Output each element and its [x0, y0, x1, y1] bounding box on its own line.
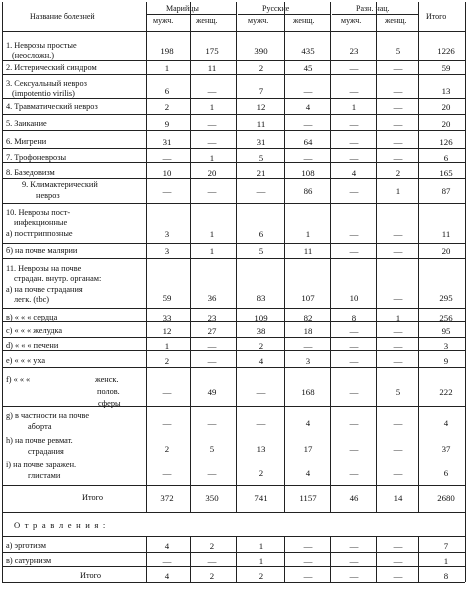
table-column-rule	[146, 536, 147, 582]
row-cell: 256	[439, 313, 453, 323]
header-group-russian: Русские	[262, 4, 290, 13]
table-column-rule	[330, 2, 331, 512]
table-rule	[2, 98, 465, 99]
table-rule	[2, 31, 465, 32]
row-label: страдан. внутр. органам:	[14, 274, 102, 283]
table-rule	[146, 14, 236, 15]
row-cell: 4	[305, 468, 311, 478]
row-cell: 12	[256, 102, 266, 112]
row-label: 5. Заикание	[6, 119, 47, 128]
row-cell: —	[162, 468, 172, 478]
row-cell: 3	[164, 246, 170, 256]
row-cell: —	[393, 63, 403, 73]
row-label: а) на почве страдания	[6, 285, 83, 294]
row-cell: 2	[164, 444, 170, 454]
row-label: 10. Неврозы пост-	[6, 208, 71, 217]
row-cell: —	[303, 86, 313, 96]
row-cell: 13	[256, 444, 266, 454]
header-group-other: Разн. нац.	[356, 4, 390, 13]
table-rule	[2, 74, 465, 75]
table-column-rule	[2, 2, 3, 512]
row-label: 2. Истерический синдром	[6, 63, 97, 72]
row-cell: —	[207, 418, 217, 428]
row-cell: —	[256, 186, 266, 196]
row-cell: 17	[303, 444, 313, 454]
row-label: 7. Трофоневрозы	[6, 153, 67, 162]
row-cell: 5	[258, 153, 264, 163]
row-cell: 11	[256, 119, 266, 129]
table-column-rule	[2, 536, 3, 582]
row-cell: 8	[351, 313, 357, 323]
row-label: легк. (tbc)	[14, 295, 50, 304]
row-cell: 4	[258, 356, 264, 366]
header-female-2: женщ.	[293, 16, 315, 25]
row-cell: —	[349, 63, 359, 73]
row2-cell: 4	[164, 541, 170, 551]
table-column-rule	[465, 2, 466, 512]
row-cell: 372	[160, 493, 174, 503]
row-cell: —	[393, 444, 403, 454]
row-label: невроз	[36, 191, 60, 200]
row2-cell: 2	[209, 541, 215, 551]
row-cell: —	[207, 468, 217, 478]
table-rule	[2, 60, 465, 61]
row-cell: 20	[441, 119, 451, 129]
row2-cell: 1	[258, 541, 264, 551]
table-rule	[2, 178, 465, 179]
row-cell: 4	[443, 418, 449, 428]
table-column-rule	[418, 2, 419, 512]
row-cell: —	[256, 418, 266, 428]
row-cell: —	[393, 102, 403, 112]
table-rule	[2, 406, 465, 407]
row-cell: 31	[162, 137, 172, 147]
header-disease: Название болезней	[30, 12, 95, 21]
row-cell: 5	[395, 46, 401, 56]
row-cell: —	[349, 186, 359, 196]
row-label: (неосложн.)	[12, 51, 55, 60]
row-label: глистами	[28, 471, 61, 480]
row-cell: 295	[439, 293, 453, 303]
header-male-3: мужч.	[341, 16, 362, 25]
row-cell: 27	[207, 326, 217, 336]
row-cell: 1	[351, 102, 357, 112]
table-column-rule	[376, 536, 377, 582]
row-label: инфекционные	[14, 218, 68, 227]
row-cell: 87	[441, 186, 451, 196]
row2-cell: —	[393, 541, 403, 551]
row-cell: 82	[303, 313, 313, 323]
row-cell: —	[162, 186, 172, 196]
row-label: Итого	[82, 493, 104, 502]
row-cell: 1	[209, 102, 215, 112]
row-cell: —	[207, 356, 217, 366]
table-column-rule	[284, 2, 285, 512]
row-cell: 59	[162, 293, 172, 303]
row-cell: —	[349, 119, 359, 129]
table-column-rule	[2, 512, 3, 536]
row-cell: 6	[443, 468, 449, 478]
row2-cell: —	[349, 571, 359, 581]
table-rule	[2, 367, 465, 368]
row-label: полов.	[97, 387, 120, 396]
row-cell: 2	[258, 341, 264, 351]
row-cell: 59	[441, 63, 451, 73]
row2-cell: —	[393, 556, 403, 566]
row-cell: 4	[305, 418, 311, 428]
row-cell: 1	[305, 229, 311, 239]
row-label: (impotentio virilis)	[12, 89, 75, 98]
row-label: g) в частности на почве	[6, 411, 90, 420]
row2-cell: 7	[443, 541, 449, 551]
row-cell: 21	[256, 168, 266, 178]
row-cell: 2	[164, 356, 170, 366]
row-cell: 6	[258, 229, 264, 239]
row-cell: 31	[256, 137, 266, 147]
row-cell: 33	[162, 313, 172, 323]
table-column-rule	[284, 536, 285, 582]
row-cell: 49	[207, 387, 217, 397]
row-cell: 5	[209, 444, 215, 454]
row-cell: 165	[439, 168, 453, 178]
table-column-rule	[465, 536, 466, 582]
row-cell: 2	[395, 168, 401, 178]
row-cell: 198	[160, 46, 174, 56]
row-cell: 3	[164, 229, 170, 239]
row-cell: —	[162, 153, 172, 163]
row-cell: —	[349, 356, 359, 366]
row2-cell: —	[303, 571, 313, 581]
row-cell: 3	[305, 356, 311, 366]
row-cell: 14	[393, 493, 403, 503]
table-column-rule	[418, 536, 419, 582]
section-title-poisoning: О т р а в л е н и я :	[14, 520, 107, 530]
table-rule	[2, 337, 465, 338]
table-rule	[2, 566, 465, 567]
header-male-2: мужч.	[248, 16, 269, 25]
row-cell: 222	[439, 387, 453, 397]
row-cell: 1157	[299, 493, 317, 503]
row-label: 11. Неврозы на почве	[6, 264, 82, 273]
row-cell: 1	[164, 63, 170, 73]
row-cell: —	[393, 468, 403, 478]
row-cell: 126	[439, 137, 453, 147]
row-cell: 9	[443, 356, 449, 366]
row-cell: —	[393, 418, 403, 428]
row-cell: 4	[351, 168, 357, 178]
row-cell: 45	[303, 63, 313, 73]
row2-cell: —	[303, 556, 313, 566]
table-rule	[2, 485, 465, 486]
row2-label: Итого	[80, 571, 102, 580]
table-rule	[2, 258, 465, 259]
table-column-rule	[146, 2, 147, 512]
row-cell: 5	[258, 246, 264, 256]
row-cell: —	[393, 119, 403, 129]
table-rule	[2, 243, 465, 244]
row-cell: —	[349, 418, 359, 428]
row-cell: 23	[207, 313, 217, 323]
row-cell: —	[303, 119, 313, 129]
row-cell: 109	[254, 313, 268, 323]
row-cell: —	[349, 153, 359, 163]
row-cell: 4	[305, 102, 311, 112]
row-cell: 20	[441, 246, 451, 256]
table-column-rule	[330, 536, 331, 582]
row-cell: —	[207, 119, 217, 129]
table-column-rule	[236, 2, 237, 512]
row-cell: —	[303, 341, 313, 351]
row-cell: —	[393, 293, 403, 303]
table-rule	[2, 536, 465, 537]
row-cell: —	[393, 153, 403, 163]
header-female-3: женщ.	[385, 16, 407, 25]
row-cell: —	[162, 387, 172, 397]
row-cell: —	[162, 418, 172, 428]
row-label: страдания	[28, 447, 64, 456]
row-cell: 3	[443, 341, 449, 351]
row-cell: 2	[164, 102, 170, 112]
row2-cell: 2	[209, 571, 215, 581]
row-cell: —	[303, 153, 313, 163]
row-cell: —	[349, 387, 359, 397]
row2-label: а) эрготизм	[6, 541, 46, 550]
table-rule	[2, 350, 465, 351]
table-column-rule	[236, 536, 237, 582]
row-label: f) « « «	[6, 375, 31, 384]
row-cell: 83	[256, 293, 266, 303]
row-label: в) « « « сердца	[6, 313, 58, 322]
table-column-rule	[190, 536, 191, 582]
row-cell: 1	[164, 341, 170, 351]
row-cell: —	[349, 341, 359, 351]
table-column-rule	[376, 2, 377, 512]
row-cell: 350	[205, 493, 219, 503]
row-cell: 107	[301, 293, 315, 303]
row2-cell: —	[162, 556, 172, 566]
row-cell: 2	[258, 468, 264, 478]
row-cell: 20	[207, 168, 217, 178]
row-cell: 435	[301, 46, 315, 56]
row-cell: —	[256, 387, 266, 397]
row-cell: 86	[303, 186, 313, 196]
table-rule	[2, 148, 465, 149]
row2-cell: 1	[258, 556, 264, 566]
row-cell: 175	[205, 46, 219, 56]
row-cell: 1	[395, 313, 401, 323]
row2-cell: —	[349, 541, 359, 551]
row2-cell: —	[303, 541, 313, 551]
row-cell: 6	[443, 153, 449, 163]
table-rule	[2, 308, 465, 309]
row-label: 8. Базедовизм	[6, 168, 55, 177]
row-cell: —	[207, 186, 217, 196]
row-label: h) на почве ревмат.	[6, 436, 73, 445]
row2-cell: 1	[443, 556, 449, 566]
row-cell: —	[207, 86, 217, 96]
row-cell: —	[393, 86, 403, 96]
row-cell: —	[207, 341, 217, 351]
row-cell: —	[349, 468, 359, 478]
row-cell: 37	[441, 444, 451, 454]
row-cell: 11	[207, 63, 217, 73]
row-label: аборта	[28, 422, 52, 431]
row-cell: 36	[207, 293, 217, 303]
row-label: б) на почве малярии	[6, 246, 78, 255]
row-cell: 7	[258, 86, 264, 96]
table-column-rule	[465, 512, 466, 536]
row-cell: 13	[441, 86, 451, 96]
row2-cell: —	[393, 571, 403, 581]
row-cell: 11	[441, 229, 451, 239]
table-rule	[2, 162, 465, 163]
row-cell: 9	[164, 119, 170, 129]
header-female-1: женщ.	[196, 16, 218, 25]
row-cell: 11	[303, 246, 313, 256]
row-cell: —	[349, 444, 359, 454]
table-rule	[2, 582, 465, 583]
row-cell: —	[349, 86, 359, 96]
row-cell: 38	[256, 326, 266, 336]
row-label: 9. Климактерический	[22, 180, 98, 189]
row-cell: 2680	[437, 493, 455, 503]
row-label: 1. Неврозы простые	[6, 41, 77, 50]
row2-cell: 4	[164, 571, 170, 581]
row2-cell: 8	[443, 571, 449, 581]
row-cell: 95	[441, 326, 451, 336]
table-column-rule	[190, 2, 191, 512]
table-rule	[2, 130, 465, 131]
row-cell: 1	[395, 186, 401, 196]
row-cell: —	[207, 137, 217, 147]
row-cell: 6	[164, 86, 170, 96]
row-cell: 12	[162, 326, 172, 336]
row-cell: 390	[254, 46, 268, 56]
table-rule	[2, 203, 465, 204]
table-rule	[2, 512, 465, 513]
row-cell: 20	[441, 102, 451, 112]
row-cell: —	[393, 341, 403, 351]
table-rule	[2, 114, 465, 115]
row2-cell: 2	[258, 571, 264, 581]
row-label: а) постгриппозные	[6, 229, 73, 238]
row-cell: 46	[349, 493, 359, 503]
header-group-mari: Марийцы	[166, 4, 199, 13]
row-cell: 18	[303, 326, 313, 336]
row-cell: 1	[209, 229, 215, 239]
row-cell: —	[349, 229, 359, 239]
row-label: сферы	[98, 399, 121, 408]
row-cell: 5	[395, 387, 401, 397]
row-label: d) « « « печени	[6, 341, 59, 350]
row-cell: 1226	[437, 46, 455, 56]
row-label: i) на почве заражен.	[6, 460, 77, 469]
row-cell: 10	[162, 168, 172, 178]
table-rule	[2, 552, 465, 553]
row2-cell: —	[349, 556, 359, 566]
header-male-1: мужч.	[153, 16, 174, 25]
row-cell: —	[393, 356, 403, 366]
row-cell: 741	[254, 493, 268, 503]
row-cell: 1	[209, 246, 215, 256]
table-rule	[2, 321, 465, 322]
row-cell: 1	[209, 153, 215, 163]
row-label: 4. Травматический невроз	[6, 102, 98, 111]
row-label: женск.	[95, 375, 119, 384]
row-cell: 10	[349, 293, 359, 303]
row-label: c) « « « желудка	[6, 326, 63, 335]
row-cell: 2	[258, 63, 264, 73]
row-cell: 23	[349, 46, 359, 56]
row-cell: —	[393, 246, 403, 256]
row-cell: —	[349, 326, 359, 336]
row-cell: 168	[301, 387, 315, 397]
row-cell: 64	[303, 137, 313, 147]
row-cell: —	[393, 326, 403, 336]
row-cell: 108	[301, 168, 315, 178]
row-label: 6. Мигрени	[6, 137, 47, 146]
row-cell: —	[393, 229, 403, 239]
row2-cell: —	[207, 556, 217, 566]
header-total: Итого	[426, 12, 447, 21]
row-label: 3. Сексуальный невроз	[6, 79, 87, 88]
row-cell: —	[393, 137, 403, 147]
row-cell: —	[349, 137, 359, 147]
row2-label: в) сатурнизм	[6, 556, 52, 565]
row-label: e) « « « уха	[6, 356, 46, 365]
row-cell: —	[349, 246, 359, 256]
table-rule	[332, 14, 418, 15]
